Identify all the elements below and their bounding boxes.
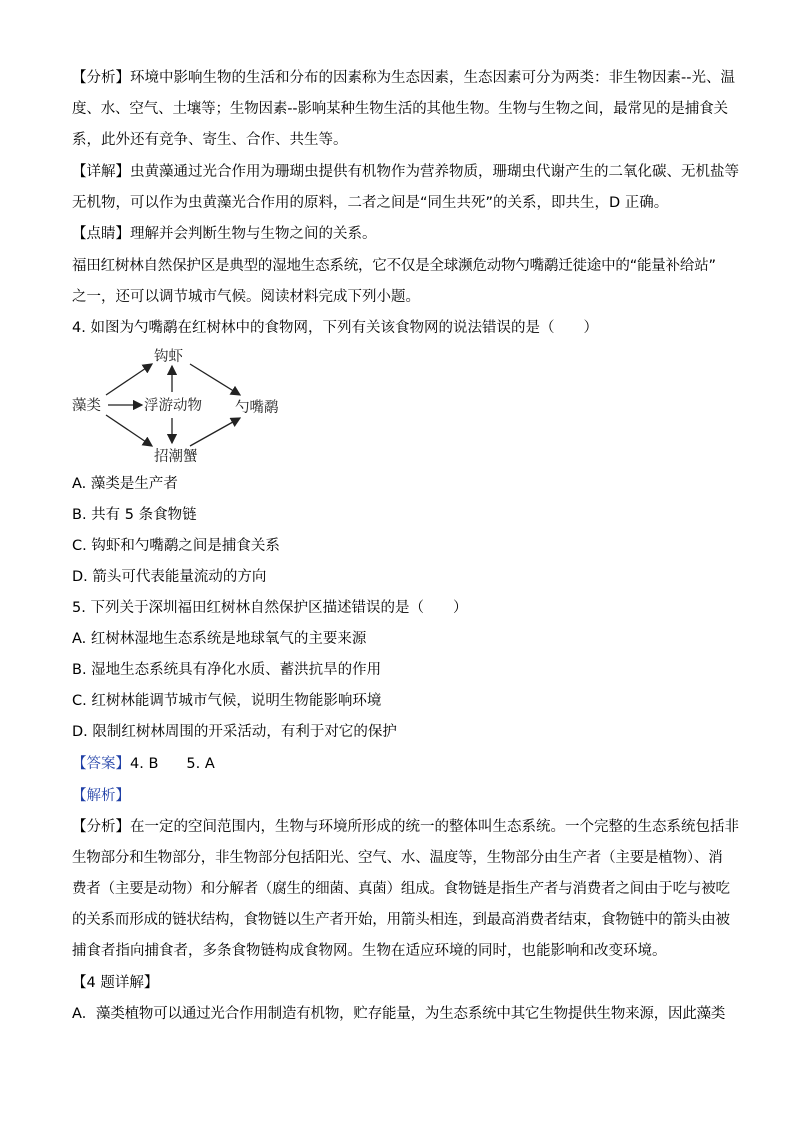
analysis2-line-3: 费者（主要是动物）和分解者（腐生的细菌、真菌）组成。食物链是指生产者与消费者之间由于吃与被吃: [72, 881, 730, 897]
q4-option-b: B. 共有 5 条食物链: [72, 507, 197, 523]
analysis-line-1: 【分析】环境中影响生物的生活和分布的因素称为生态因素，生态因素可分为两类：非生物因素--光、温: [72, 70, 735, 86]
node-plankton: 浮游动物: [144, 398, 202, 414]
detail-line-1: 【详解】虫黄藻通过光合作用为珊瑚虫提供有机物作为营养物质，珊瑚虫代谢产生的二氧化碳、无机盐等: [72, 164, 739, 180]
q5-option-a: A. 红树林湿地生态系统是地球氧气的主要来源: [72, 631, 367, 647]
q4-detail-title: 【4 题详解】: [72, 975, 159, 991]
analysis2-line-5: 捕食者指向捕食者，多条食物链构成食物网。生物在适应环境的同时，也能影响和改变环境。: [72, 943, 667, 959]
question-5-stem: 5. 下列关于深圳福田红树林自然保护区描述错误的是（ ）: [72, 600, 468, 616]
q5-option-c: C. 红树林能调节城市气候，说明生物能影响环境: [72, 693, 382, 709]
node-bird: 勺嘴鹬: [235, 400, 279, 416]
analysis-title: 【解析】: [72, 788, 130, 804]
node-shrimp: 钩虾: [154, 349, 183, 365]
analysis-line-2: 度、水、空气、土壤等；生物因素--影响某种生物生活的其他生物。生物与生物之间，最常见的是捕食关: [72, 101, 728, 117]
comment-tag: 【点睛】: [72, 226, 130, 242]
answer-tag: 【答案】: [72, 756, 130, 772]
analysis-tag: 【分析】: [72, 70, 130, 86]
q4-option-d: D. 箭头可代表能量流动的方向: [72, 569, 267, 585]
comment-line: 【点睛】理解并会判断生物与生物之间的关系。: [72, 226, 377, 242]
answer-5: 5. A: [186, 756, 215, 772]
analysis-line-3: 系，此外还有竞争、寄生、合作、共生等。: [72, 132, 348, 148]
q4-option-a: A. 藻类是生产者: [72, 476, 178, 492]
answer-4: 4. B: [130, 756, 159, 772]
intro-line-1: 福田红树林自然保护区是典型的湿地生态系统，它不仅是全球濒危动物勺嘴鹬迁徙途中的“能量补给站”: [72, 258, 716, 274]
node-crab: 招潮蟹: [154, 449, 198, 465]
arrow-shrimp-bird: [190, 364, 240, 395]
q5-option-d: D. 限制红树林周围的开采活动，有利于对它的保护: [72, 724, 397, 740]
q4-detail-line: A．藻类植物可以通过光合作用制造有机物，贮存能量，为生态系统中其它生物提供生物来源，因此藻类: [72, 1006, 726, 1022]
analysis2-tag: 【分析】: [72, 819, 130, 835]
q4-option-c: C. 钩虾和勺嘴鹬之间是捕食关系: [72, 538, 280, 554]
arrow-algae-shrimp: [106, 364, 152, 395]
analysis2-line-1: 【分析】在一定的空间范围内，生物与环境所形成的统一的整体叫生态系统。一个完整的生态系统包括非: [72, 819, 739, 835]
q5-option-b: B. 湿地生态系统具有净化水质、蓄洪抗旱的作用: [72, 662, 382, 678]
detail-line-2: 无机物，可以作为虫黄藻光合作用的原料，二者之间是“同生共死”的关系，即共生，D 正确。: [72, 195, 669, 211]
node-algae: 藻类: [72, 398, 101, 414]
arrow-algae-crab: [106, 415, 152, 446]
arrow-crab-bird: [190, 418, 240, 446]
detail-tag: 【详解】: [72, 164, 130, 180]
answer-line: [72, 754, 215, 774]
question-4-stem: 4. 如图为勺嘴鹬在红树林中的食物网，下列有关该食物网的说法错误的是（ ）: [72, 320, 598, 336]
analysis2-line-4: 的关系而形成的链状结构，食物链以生产者开始，用箭头相连，到最高消费者结束，食物链中的箭头由被: [72, 912, 730, 928]
food-web-diagram: [72, 340, 302, 468]
intro-line-2: 之一，还可以调节城市气候。阅读材料完成下列小题。: [72, 289, 420, 305]
analysis2-line-2: 生物部分和生物部分，非生物部分包括阳光、空气、水、温度等，生物部分由生产者（主要是植物）、消: [72, 850, 723, 866]
